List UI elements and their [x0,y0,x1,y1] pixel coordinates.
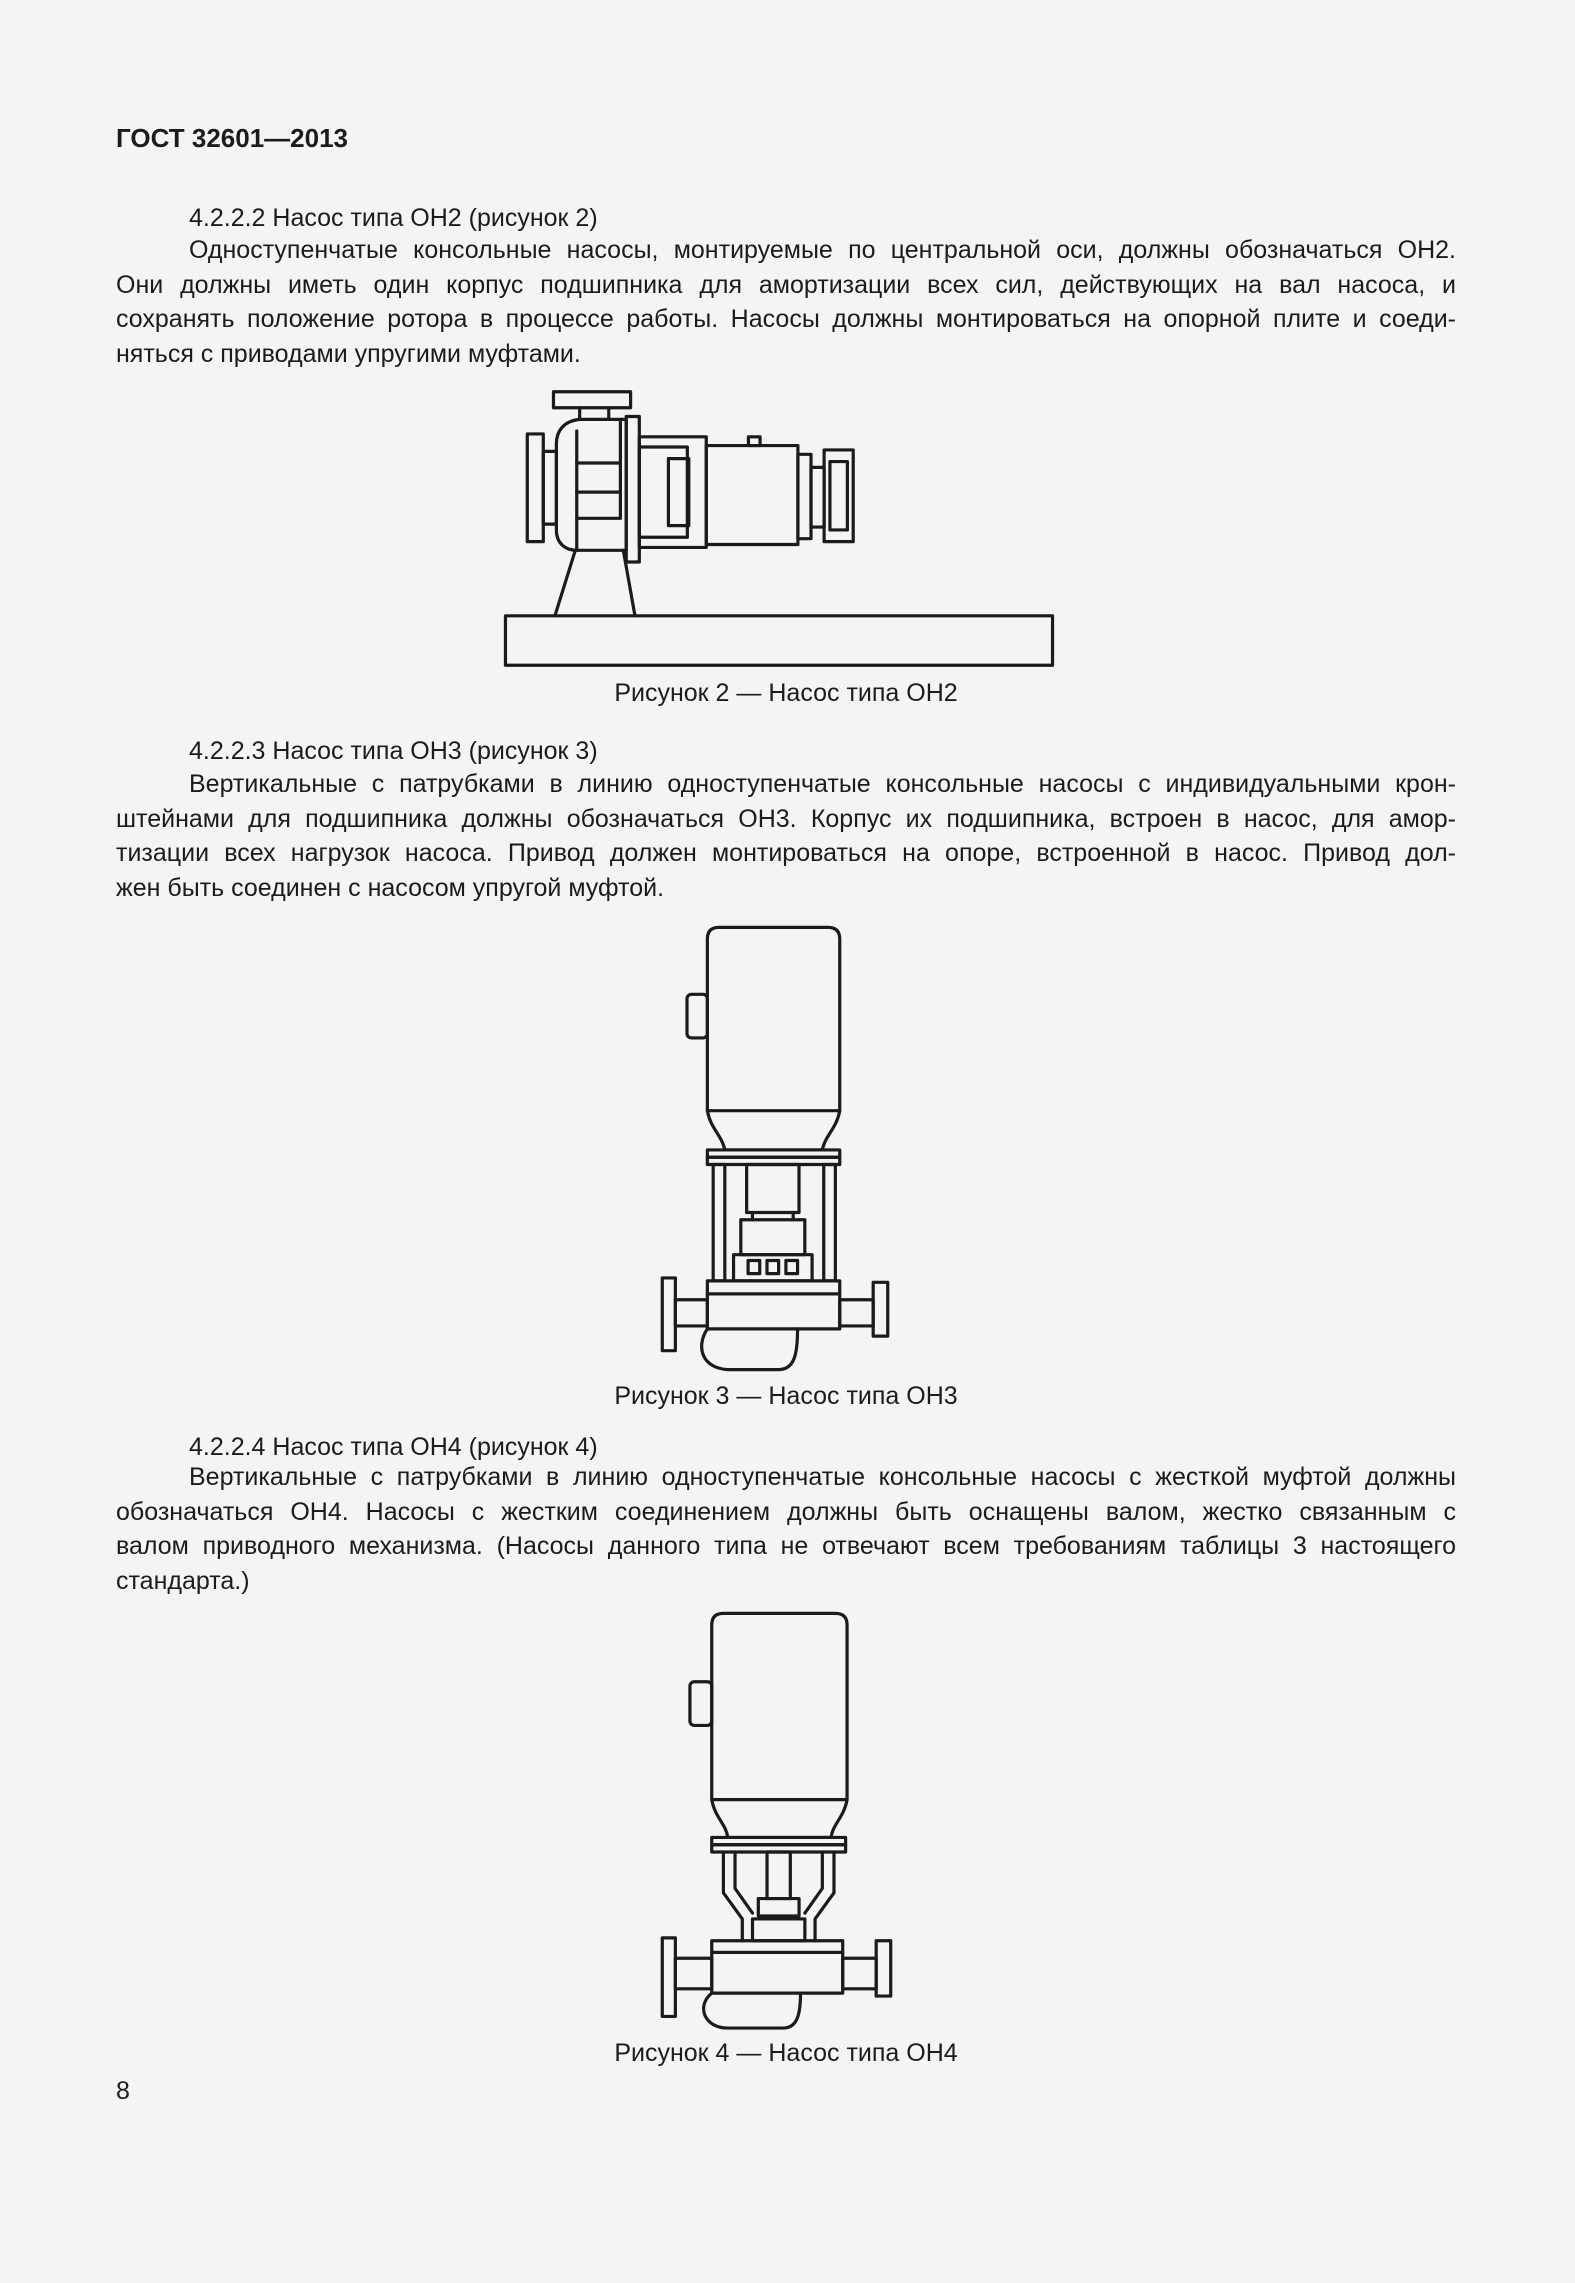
discharge-nozzle [580,408,609,420]
seal-bolt [748,1261,760,1274]
volute [702,1329,798,1370]
coupling-lower [741,1220,805,1255]
motor [706,446,798,545]
paragraph-line: жен быть соединен с насосом упругой муфтой. [116,873,665,902]
discharge-flange [876,1941,891,1996]
lantern-bracket-left [723,1852,752,1941]
casing-cover [626,416,639,561]
suction-flange [662,1938,675,2017]
paragraph-line: валом приводного механизма. (Насосы данного типа не отвечают всем требованиям таблицы 3 настоящего [116,1532,1456,1560]
suction-pipe [675,1958,711,1989]
rigid-shaft [767,1852,790,1899]
motor [712,1613,847,1799]
volute [704,1993,801,2028]
motor-terminal-box [690,1682,712,1726]
paragraph-oh2 [116,233,1456,371]
pump-casing [707,1294,839,1329]
rigid-coupling [758,1899,799,1916]
bracket-base-plate [712,1941,843,1953]
paragraph-oh4 [116,1460,1456,1598]
paragraph-oh3 [116,767,1456,905]
coupling-upper [747,1165,799,1213]
figure-3-oh3-pump-drawing [655,920,895,1377]
base-plate [505,616,1052,665]
motor-taper [707,1111,839,1150]
figure-4-oh4-pump-drawing [655,1606,898,2034]
bracket-leg-left [713,1165,725,1281]
motor-terminal-box [687,994,707,1038]
running-header: ГОСТ 32601—2013 [116,123,348,153]
seal-bolt [786,1261,798,1274]
section-heading-oh2: 4.2.2.2 Насос типа ОН2 (рисунок 2) [189,204,598,232]
figure-2-oh2-pump-drawing [495,383,1063,674]
casing-inner-lines [577,422,621,550]
coupling-guard-outer [639,447,687,537]
paragraph-line: Вертикальные с патрубками в линию одноступенчатые консольные насосы с индивидуальными крон- [189,770,1456,798]
shaft-seal [752,1919,804,1941]
lantern-bracket-right [805,1852,834,1941]
paragraph-line: Одноступенчатые консольные насосы, монтируемые по центральной оси, должны обозначаться ОН2. [189,236,1456,264]
bracket-leg-right [824,1165,836,1281]
figure-3-caption: Рисунок 3 — Насос типа ОН3 [614,1382,958,1410]
motor [707,927,839,1110]
paragraph-line: обозначаться ОН4. Насосы с жестким соединением должны быть оснащены валом, жестко связанным с [116,1497,1456,1526]
discharge-flange [873,1282,888,1336]
suction-nozzle [543,451,556,524]
motor-end-cap-inner [830,462,847,530]
bearing-bracket [639,437,706,548]
figure-4-caption: Рисунок 4 — Насос типа ОН4 [614,2039,958,2067]
paragraph-line: няться с приводами упругими муфтами. [116,339,581,368]
section-heading-oh3: 4.2.2.3 Насос типа ОН3 (рисунок 3) [189,737,598,765]
pump-casing [556,419,626,550]
paragraph-line: Вертикальные с патрубками в линию одноступенчатые консольные насосы с жесткой муфтой должны [189,1463,1456,1491]
section-heading-oh4: 4.2.2.4 Насос типа ОН4 (рисунок 4) [189,1433,598,1461]
page-number: 8 [116,2077,130,2105]
seal-bolt [767,1261,779,1274]
discharge-pipe [840,1300,873,1326]
suction-flange [662,1278,675,1351]
paragraph-line: тизации всех нагрузок насоса. Привод должен монтироваться на опоре, встроенной в насос. Привод дол- [116,839,1456,867]
suction-pipe [675,1300,707,1326]
paragraph-line: сохранять положение ротора в процессе работы. Насосы должны монтироваться на опорной плите и соеди- [116,305,1456,333]
shaft-seal [734,1255,813,1281]
motor-end-flange [798,454,811,538]
discharge-pipe [843,1958,876,1989]
motor-end-neck [811,467,824,527]
paragraph-line: стандарта.) [116,1566,250,1595]
bracket-base-plate [707,1281,839,1294]
suction-flange [527,434,543,542]
motor-terminal-box [748,437,760,446]
motor-taper [712,1800,847,1838]
pump-pedestal [555,550,635,615]
paragraph-line: Они должны иметь один корпус подшипника для амортизации всех сил, действующих на вал насоса, и [116,270,1456,299]
pump-casing [712,1952,843,1993]
figure-2-caption: Рисунок 2 — Насос типа ОН2 [614,679,958,707]
paragraph-line: штейнами для подшипника должны обозначаться ОН3. Корпус их подшипника, встроен в насос, для амор- [116,804,1456,833]
discharge-flange [553,392,630,408]
